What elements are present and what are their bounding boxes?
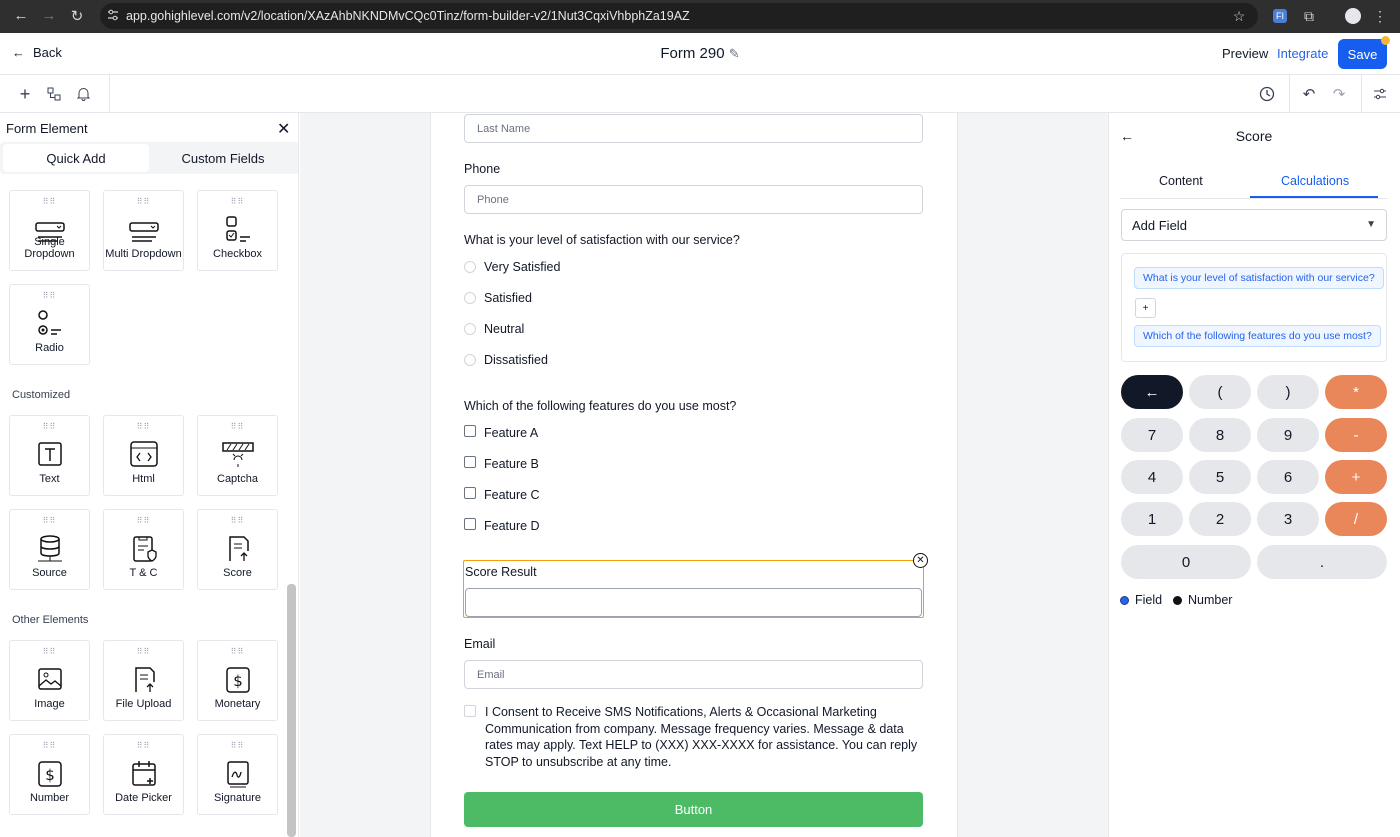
key-4[interactable]: 4 <box>1121 460 1183 494</box>
tab-custom-fields[interactable]: Custom Fields <box>181 150 265 166</box>
element-captcha[interactable]: ⠿⠿ Captcha <box>197 415 278 496</box>
browser-back-icon[interactable]: ← <box>13 7 29 24</box>
checkbox-icon <box>222 215 254 245</box>
key-multiply[interactable]: * <box>1325 375 1387 409</box>
monetary-icon <box>222 665 254 695</box>
left-panel-scrollbar[interactable] <box>287 584 296 837</box>
element-html[interactable]: ⠿⠿ Html <box>103 415 184 496</box>
profile-avatar[interactable] <box>1343 6 1363 26</box>
preview-button[interactable]: Preview <box>1222 46 1269 61</box>
expression-field-chip[interactable]: Which of the following features do you use most? <box>1134 325 1381 347</box>
element-label: Number <box>29 792 70 804</box>
number-dot-icon <box>1173 596 1182 605</box>
element-label: T & C <box>129 567 158 579</box>
html-icon <box>128 440 160 470</box>
expression-operator[interactable]: + <box>1135 298 1156 318</box>
text-icon <box>34 440 66 470</box>
layers-icon[interactable] <box>45 85 63 103</box>
option-label: Satisfied <box>484 291 532 305</box>
element-signature[interactable]: ⠿⠿ Signature <box>197 734 278 815</box>
key-8[interactable]: 8 <box>1189 418 1251 452</box>
score-icon <box>222 534 254 564</box>
save-button[interactable]: Save <box>1338 39 1387 69</box>
section-customized: Customized <box>12 389 71 401</box>
element-label: Signature <box>213 792 262 804</box>
browser-menu-icon[interactable]: ⋮ <box>1373 7 1387 24</box>
calendar-icon <box>128 759 160 789</box>
svg-text:$: $ <box>233 672 243 690</box>
checkbox-feature-a[interactable] <box>464 425 476 437</box>
element-single-dropdown[interactable]: ⠿⠿ Single Dropdown <box>9 190 90 271</box>
radio-satisfied[interactable] <box>464 292 476 304</box>
option-label: Feature B <box>484 457 539 471</box>
checkbox-feature-c[interactable] <box>464 487 476 499</box>
extensions-icon[interactable]: ⧉ <box>1304 7 1314 24</box>
bookmark-star-icon[interactable]: ☆ <box>1232 7 1246 24</box>
checkbox-feature-d[interactable] <box>464 518 476 530</box>
legend-number <box>1173 593 1232 607</box>
satisfaction-question: What is your level of satisfaction with our service? <box>464 233 740 247</box>
score-result-input[interactable] <box>465 588 922 617</box>
option-label: Very Satisfied <box>484 260 561 274</box>
panel-tabs <box>0 142 299 174</box>
browser-bar <box>0 0 1400 33</box>
active-tab-indicator <box>1250 196 1378 198</box>
extension-fi-icon[interactable]: FI <box>1270 6 1290 26</box>
key-0[interactable]: 0 <box>1121 545 1251 579</box>
element-label: Checkbox <box>213 248 262 260</box>
element-image[interactable]: ⠿⠿ Image <box>9 640 90 721</box>
builder-toolbar <box>0 75 1400 113</box>
key-decimal[interactable]: . <box>1257 545 1387 579</box>
expression-field-chip[interactable]: What is your level of satisfaction with our service? <box>1134 267 1384 289</box>
bell-icon[interactable] <box>74 85 92 103</box>
option-label: Dissatisfied <box>484 353 548 367</box>
option-label: Feature D <box>484 519 540 533</box>
signature-icon <box>222 759 254 789</box>
panel-back-icon[interactable]: ← <box>1120 128 1134 144</box>
element-label: Html <box>132 473 155 485</box>
legend-label: Field <box>1135 593 1163 607</box>
key-9[interactable]: 9 <box>1257 418 1319 452</box>
captcha-icon <box>222 440 254 470</box>
key-3[interactable]: 3 <box>1257 502 1319 536</box>
element-label: Source <box>32 567 67 579</box>
undo-icon[interactable]: ↶ <box>1302 86 1316 103</box>
option-label: Feature C <box>484 488 540 502</box>
key-5[interactable]: 5 <box>1189 460 1251 494</box>
element-file-upload[interactable]: ⠿⠿ File Upload <box>103 640 184 721</box>
key-backspace[interactable]: ← <box>1121 375 1183 409</box>
panel-title: Form Element <box>6 121 88 136</box>
number-icon <box>34 759 66 789</box>
database-icon <box>34 534 66 564</box>
settings-sliders-icon[interactable] <box>1371 85 1389 103</box>
element-number[interactable]: ⠿⠿ $ Number <box>9 734 90 815</box>
element-multi-dropdown[interactable]: ⠿⠿ Multi Dropdown <box>103 190 184 271</box>
toolbar-divider <box>1289 75 1290 113</box>
element-radio[interactable]: ⠿⠿ Radio <box>9 284 90 365</box>
address-bar[interactable] <box>100 3 1258 29</box>
key-minus[interactable]: - <box>1325 418 1387 452</box>
key-7[interactable]: 7 <box>1121 418 1183 452</box>
integrate-button[interactable]: Integrate <box>1277 46 1329 61</box>
tab-content[interactable]: Content <box>1159 174 1203 188</box>
remove-field-icon[interactable]: ✕ <box>913 553 928 568</box>
close-icon[interactable]: ✕ <box>277 121 291 138</box>
form-submit-button[interactable]: Button <box>464 792 923 827</box>
consent-text: I Consent to Receive SMS Notifications, Alerts & Occasional Marketing Communication from company. Message frequency varies. Message & data rates may apply. Text HELP to (XXX) XXX-XXXX for assistance. You can reply STOP to unsubscribe at any time. <box>485 705 918 769</box>
add-field-label: Add Field <box>1132 217 1187 233</box>
radio-dissatisfied[interactable] <box>464 354 476 366</box>
features-question: Which of the following features do you use most? <box>464 399 737 413</box>
site-settings-icon[interactable] <box>106 8 120 22</box>
element-text[interactable]: ⠿⠿ Text <box>9 415 90 496</box>
element-label: Multi Dropdown <box>105 248 182 260</box>
checkbox-feature-b[interactable] <box>464 456 476 468</box>
radio-neutral[interactable] <box>464 323 476 335</box>
add-icon[interactable]: + <box>19 83 31 104</box>
element-label: Radio <box>35 342 64 354</box>
email-input[interactable]: Email <box>464 660 923 689</box>
form-element-panel <box>0 113 299 837</box>
radio-very-satisfied[interactable] <box>464 261 476 273</box>
key-divide[interactable]: / <box>1325 502 1387 536</box>
field-dot-icon <box>1120 596 1129 605</box>
url-text: app.gohighlevel.com/v2/location/XAzAhbNKNDMvCQc0Tinz/form-builder-v2/1Nut3CqxiVhbphZa19AZ <box>126 9 690 23</box>
radio-icon <box>34 309 66 339</box>
add-field-select[interactable] <box>1121 209 1387 241</box>
reload-icon[interactable]: ↻ <box>70 8 84 25</box>
last-name-input[interactable]: Last Name <box>464 114 923 143</box>
back-label: Back <box>33 45 62 60</box>
legend-field <box>1120 593 1162 607</box>
pencil-icon[interactable]: ✎ <box>728 46 740 61</box>
option-label: Neutral <box>484 322 525 336</box>
key-1[interactable]: 1 <box>1121 502 1183 536</box>
element-label: Score <box>223 567 252 579</box>
chevron-down-icon: ▼ <box>1366 219 1376 230</box>
legend-label: Number <box>1188 593 1233 607</box>
tab-quick-add[interactable]: Quick Add <box>3 144 149 172</box>
element-checkbox[interactable]: ⠿⠿ Checkbox <box>197 190 278 271</box>
consent-checkbox[interactable] <box>464 705 476 717</box>
key-plus[interactable]: + <box>1325 460 1387 494</box>
element-label: Captcha <box>217 473 258 485</box>
element-label: Text <box>39 473 60 485</box>
toolbar-divider <box>109 75 110 113</box>
browser-forward-icon[interactable]: → <box>41 7 57 24</box>
panel-title-score: Score <box>1235 128 1273 144</box>
element-label: File Upload <box>115 698 172 710</box>
form-title-text: Form 290 <box>660 45 725 62</box>
email-label: Email <box>464 637 496 651</box>
score-result-label: Score Result <box>465 565 537 579</box>
key-6[interactable]: 6 <box>1257 460 1319 494</box>
file-upload-icon <box>128 665 160 695</box>
option-label: Feature A <box>484 426 539 440</box>
element-label: Single Dropdown <box>24 236 75 260</box>
terms-icon <box>128 534 160 564</box>
key-2[interactable]: 2 <box>1189 502 1251 536</box>
builder-header <box>0 33 1400 75</box>
element-label: Monetary <box>214 698 261 710</box>
redo-icon[interactable]: ↷ <box>1332 86 1346 103</box>
toolbar-divider <box>1361 75 1362 113</box>
arrow-left-icon: ← <box>12 45 25 60</box>
element-terms[interactable]: ⠿⠿ T & C <box>103 509 184 590</box>
phone-label: Phone <box>464 162 501 176</box>
phone-input[interactable]: Phone <box>464 185 923 214</box>
form-title[interactable] <box>0 45 1400 62</box>
key-close-paren[interactable]: ) <box>1257 375 1319 409</box>
section-other-elements: Other Elements <box>12 614 89 626</box>
tab-divider <box>1120 198 1388 199</box>
element-monetary[interactable]: ⠿⠿ $ Monetary <box>197 640 278 721</box>
element-score[interactable]: ⠿⠿ Score <box>197 509 278 590</box>
image-icon <box>34 665 66 695</box>
history-icon[interactable] <box>1258 85 1276 103</box>
element-source[interactable]: ⠿⠿ Source <box>9 509 90 590</box>
svg-text:$: $ <box>45 766 55 784</box>
element-date-picker[interactable]: ⠿⠿ Date Picker <box>103 734 184 815</box>
unsaved-indicator <box>1381 36 1390 45</box>
multi-dropdown-icon <box>128 215 160 245</box>
element-label: Image <box>34 698 65 710</box>
key-open-paren[interactable]: ( <box>1189 375 1251 409</box>
element-label: Date Picker <box>115 792 172 804</box>
tab-calculations[interactable]: Calculations <box>1281 174 1350 188</box>
